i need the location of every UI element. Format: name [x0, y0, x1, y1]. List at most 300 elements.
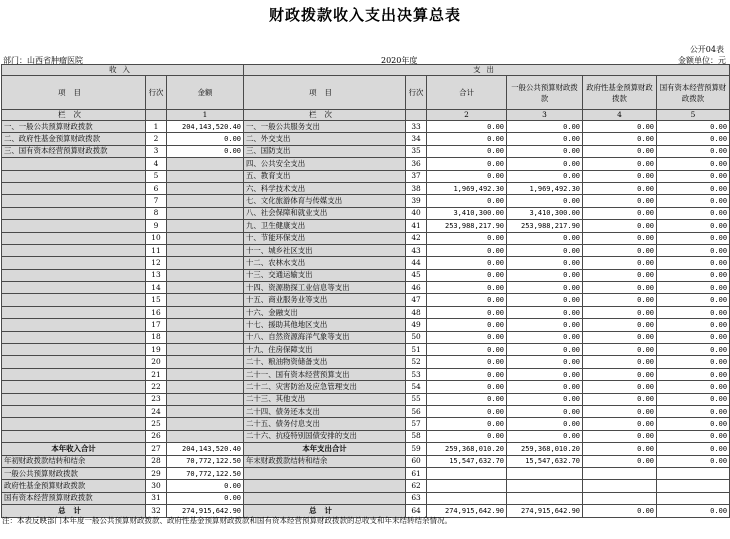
income-item-label	[2, 269, 146, 281]
income-amount	[167, 344, 244, 356]
expense-item-label: 九、卫生健康支出	[244, 220, 406, 232]
income-amount	[167, 220, 244, 232]
table-row	[2, 331, 730, 343]
income-line-number: 25	[146, 418, 167, 430]
expense-state-capital: 0.00	[657, 257, 730, 269]
expense-general-budget: 15,547,632.70	[507, 455, 583, 467]
expense-item-label: 十七、援助其他地区支出	[244, 319, 406, 331]
table-row	[2, 195, 730, 207]
expense-total: 259,368,010.20	[427, 443, 507, 455]
income-item-label	[2, 368, 146, 380]
income-amount	[167, 368, 244, 380]
income-amount: 70,772,122.50	[167, 467, 244, 479]
expense-total: 0.00	[427, 430, 507, 442]
expense-total: 0.00	[427, 121, 507, 133]
income-amount	[167, 331, 244, 343]
expense-item-label	[244, 480, 406, 492]
income-amount	[167, 381, 244, 393]
expense-line-number: 63	[406, 492, 427, 504]
expense-general-budget: 0.00	[507, 418, 583, 430]
expense-fund-budget: 0.00	[583, 244, 657, 256]
income-amount	[167, 207, 244, 219]
table-row	[2, 133, 730, 145]
income-amount	[167, 244, 244, 256]
expense-fund-budget: 0.00	[583, 182, 657, 194]
expense-item-label: 二十五、债务付息支出	[244, 418, 406, 430]
expense-state-capital: 0.00	[657, 393, 730, 405]
income-item-label: 二、政府性基金预算财政拨款	[2, 133, 146, 145]
expense-item-label: 十三、交通运输支出	[244, 269, 406, 281]
expense-line-number: 47	[406, 294, 427, 306]
income-item-label: 总计	[2, 505, 146, 517]
expense-state-capital: 0.00	[657, 121, 730, 133]
expense-state-capital: 0.00	[657, 455, 730, 467]
expense-general-budget: 0.00	[507, 430, 583, 442]
expense-state-capital: 0.00	[657, 269, 730, 281]
expense-line-number: 37	[406, 170, 427, 182]
expense-fund-budget: 0.00	[583, 158, 657, 170]
footnote: 注：本表反映部门本年度一般公共预算财政拨款、政府性基金预算财政拨款和国有资本经营预算财政拨款的总收支和年末结转结余情况。	[2, 516, 452, 525]
expense-total: 0.00	[427, 381, 507, 393]
fund-budget-header: 政府性基金预算财政拨款	[583, 76, 657, 110]
expense-total: 253,988,217.90	[427, 220, 507, 232]
income-item-label	[2, 244, 146, 256]
expense-total: 0.00	[427, 282, 507, 294]
expense-state-capital: 0.00	[657, 195, 730, 207]
expense-fund-budget	[583, 480, 657, 492]
expense-general-budget: 0.00	[507, 294, 583, 306]
expense-general-budget: 253,988,217.90	[507, 220, 583, 232]
expense-item-label: 二十六、抗疫特别国债安排的支出	[244, 430, 406, 442]
expense-total: 274,915,642.90	[427, 505, 507, 517]
expense-fund-budget: 0.00	[583, 133, 657, 145]
expense-general-budget	[507, 480, 583, 492]
budget-table	[1, 64, 730, 518]
expense-total	[427, 492, 507, 504]
income-line-number: 23	[146, 393, 167, 405]
income-line-number: 15	[146, 294, 167, 306]
expense-item-label: 十八、自然资源海洋气象等支出	[244, 331, 406, 343]
income-line-number: 17	[146, 319, 167, 331]
expense-item-label: 十二、农林水支出	[244, 257, 406, 269]
income-line-number: 31	[146, 492, 167, 504]
expense-general-budget: 0.00	[507, 356, 583, 368]
income-line-number: 12	[146, 257, 167, 269]
income-amount-header: 金额	[167, 76, 244, 110]
income-line-number: 6	[146, 182, 167, 194]
expense-line-number: 49	[406, 319, 427, 331]
income-amount	[167, 269, 244, 281]
expense-general-budget: 0.00	[507, 331, 583, 343]
expense-general-budget: 0.00	[507, 244, 583, 256]
table-row	[2, 368, 730, 380]
table-row	[2, 319, 730, 331]
income-item-label	[2, 306, 146, 318]
expense-fund-budget: 0.00	[583, 393, 657, 405]
expense-line-number: 55	[406, 393, 427, 405]
expense-general-budget	[507, 492, 583, 504]
expense-general-budget: 0.00	[507, 170, 583, 182]
expense-fund-budget: 0.00	[583, 121, 657, 133]
table-row	[2, 207, 730, 219]
column-index-4: 4	[583, 110, 657, 121]
income-line-number: 13	[146, 269, 167, 281]
expense-state-capital: 0.00	[657, 294, 730, 306]
income-item-label	[2, 381, 146, 393]
income-line-number: 28	[146, 455, 167, 467]
income-line-header: 行次	[146, 76, 167, 110]
expense-line-number: 60	[406, 455, 427, 467]
expense-state-capital: 0.00	[657, 158, 730, 170]
expense-state-capital: 0.00	[657, 344, 730, 356]
income-amount: 204,143,520.40	[167, 121, 244, 133]
income-line-number: 4	[146, 158, 167, 170]
income-item-label	[2, 220, 146, 232]
expense-line-number: 40	[406, 207, 427, 219]
expense-line-number: 58	[406, 430, 427, 442]
table-row	[2, 356, 730, 368]
expense-line-number: 39	[406, 195, 427, 207]
expense-total: 0.00	[427, 133, 507, 145]
expense-line-number: 59	[406, 443, 427, 455]
income-item-label	[2, 331, 146, 343]
expense-line-number: 34	[406, 133, 427, 145]
income-item-label	[2, 418, 146, 430]
income-amount	[167, 195, 244, 207]
expense-total: 0.00	[427, 393, 507, 405]
income-item-label	[2, 232, 146, 244]
expense-total: 0.00	[427, 269, 507, 281]
income-line-number: 1	[146, 121, 167, 133]
expense-item-header: 项目	[244, 76, 406, 110]
income-line-number: 30	[146, 480, 167, 492]
expense-general-budget: 0.00	[507, 344, 583, 356]
expense-fund-budget: 0.00	[583, 356, 657, 368]
column-index-1: 1	[167, 110, 244, 121]
expense-item-label: 十一、城乡社区支出	[244, 244, 406, 256]
expense-item-label: 二十一、国有资本经营预算支出	[244, 368, 406, 380]
amount-unit: 金额单位：元	[678, 56, 726, 65]
expense-fund-budget: 0.00	[583, 145, 657, 157]
income-line-number: 27	[146, 443, 167, 455]
income-line-number: 5	[146, 170, 167, 182]
expense-total: 0.00	[427, 405, 507, 417]
expense-general-budget: 0.00	[507, 145, 583, 157]
expense-item-label: 三、国防支出	[244, 145, 406, 157]
expense-line-number: 33	[406, 121, 427, 133]
income-amount	[167, 430, 244, 442]
income-amount	[167, 232, 244, 244]
expense-line-number: 50	[406, 331, 427, 343]
income-amount	[167, 393, 244, 405]
expense-state-capital	[657, 492, 730, 504]
income-item-label	[2, 195, 146, 207]
expense-line-number: 45	[406, 269, 427, 281]
expense-line-number: 51	[406, 344, 427, 356]
expense-state-capital: 0.00	[657, 133, 730, 145]
income-item-label	[2, 356, 146, 368]
expense-state-capital	[657, 480, 730, 492]
expense-state-capital	[657, 467, 730, 479]
income-amount	[167, 319, 244, 331]
form-code: 公开04表	[689, 45, 724, 54]
income-section-header: 收入	[2, 65, 244, 76]
department-label: 部门：山西省肿瘤医院	[3, 56, 83, 65]
expense-fund-budget: 0.00	[583, 220, 657, 232]
income-amount	[167, 405, 244, 417]
income-amount: 0.00	[167, 480, 244, 492]
income-amount	[167, 294, 244, 306]
income-line-number: 29	[146, 467, 167, 479]
expense-item-label: 八、社会保障和就业支出	[244, 207, 406, 219]
table-row	[2, 344, 730, 356]
table-row	[2, 145, 730, 157]
expense-state-capital: 0.00	[657, 207, 730, 219]
expense-fund-budget: 0.00	[583, 269, 657, 281]
expense-total: 0.00	[427, 294, 507, 306]
expense-general-budget: 0.00	[507, 368, 583, 380]
expense-line-number: 61	[406, 467, 427, 479]
income-item-label	[2, 319, 146, 331]
expense-item-label: 一、一般公共服务支出	[244, 121, 406, 133]
table-row	[2, 393, 730, 405]
income-item-label	[2, 282, 146, 294]
income-column-index-label: 栏次	[2, 110, 146, 121]
expense-total: 0.00	[427, 368, 507, 380]
expense-item-label: 五、教育支出	[244, 170, 406, 182]
expense-general-budget: 259,368,010.20	[507, 443, 583, 455]
table-row	[2, 405, 730, 417]
income-line-number: 8	[146, 207, 167, 219]
expense-total: 15,547,632.70	[427, 455, 507, 467]
expense-item-label: 十九、住房保障支出	[244, 344, 406, 356]
expense-column-index-label: 栏次	[244, 110, 406, 121]
report-title: 财政拨款收入支出决算总表	[268, 6, 461, 24]
table-row	[2, 232, 730, 244]
expense-fund-budget: 0.00	[583, 232, 657, 244]
column-index-5: 5	[657, 110, 730, 121]
expense-state-capital: 0.00	[657, 331, 730, 343]
income-line-number: 22	[146, 381, 167, 393]
expense-item-label: 十、节能环保支出	[244, 232, 406, 244]
expense-state-capital: 0.00	[657, 381, 730, 393]
column-index-3: 3	[507, 110, 583, 121]
expense-state-capital: 0.00	[657, 368, 730, 380]
expense-general-budget: 1,969,492.30	[507, 182, 583, 194]
income-amount	[167, 356, 244, 368]
expense-line-number: 52	[406, 356, 427, 368]
expense-total: 0.00	[427, 170, 507, 182]
income-line-number: 21	[146, 368, 167, 380]
table-row	[2, 257, 730, 269]
expense-state-capital: 0.00	[657, 356, 730, 368]
income-line-number: 3	[146, 145, 167, 157]
expense-state-capital: 0.00	[657, 418, 730, 430]
expense-line-number: 64	[406, 505, 427, 517]
income-line-number: 26	[146, 430, 167, 442]
income-amount: 70,772,122.50	[167, 455, 244, 467]
general-budget-header: 一般公共预算财政拨款	[507, 76, 583, 110]
income-item-label	[2, 344, 146, 356]
table-row	[2, 158, 730, 170]
income-item-label: 国有资本经营预算财政拨款	[2, 492, 146, 504]
expense-fund-budget: 0.00	[583, 331, 657, 343]
expense-fund-budget: 0.00	[583, 344, 657, 356]
expense-total: 1,969,492.30	[427, 182, 507, 194]
expense-state-capital: 0.00	[657, 443, 730, 455]
expense-state-capital: 0.00	[657, 220, 730, 232]
expense-total: 0.00	[427, 306, 507, 318]
table-row	[2, 430, 730, 442]
expense-general-budget: 0.00	[507, 257, 583, 269]
expense-line-number: 38	[406, 182, 427, 194]
expense-line-number: 54	[406, 381, 427, 393]
table-row	[2, 269, 730, 281]
table-body	[2, 121, 730, 518]
expense-fund-budget: 0.00	[583, 381, 657, 393]
expense-line-number: 48	[406, 306, 427, 318]
expense-fund-budget: 0.00	[583, 430, 657, 442]
expense-section-header: 支出	[244, 65, 730, 76]
table-row	[2, 121, 730, 133]
expense-line-header: 行次	[406, 76, 427, 110]
expense-total: 0.00	[427, 145, 507, 157]
income-amount	[167, 182, 244, 194]
table-row	[2, 182, 730, 194]
expense-fund-budget	[583, 467, 657, 479]
expense-general-budget: 0.00	[507, 405, 583, 417]
expense-line-number: 57	[406, 418, 427, 430]
expense-state-capital: 0.00	[657, 319, 730, 331]
expense-line-number: 42	[406, 232, 427, 244]
expense-general-budget: 0.00	[507, 306, 583, 318]
income-amount	[167, 282, 244, 294]
expense-item-label: 十六、金融支出	[244, 306, 406, 318]
expense-item-label: 二十四、债务还本支出	[244, 405, 406, 417]
table-row	[2, 443, 730, 455]
expense-total: 0.00	[427, 158, 507, 170]
expense-item-label: 七、文化旅游体育与传媒支出	[244, 195, 406, 207]
expense-state-capital: 0.00	[657, 306, 730, 318]
expense-fund-budget: 0.00	[583, 195, 657, 207]
table-row	[2, 170, 730, 182]
expense-fund-budget: 0.00	[583, 294, 657, 306]
expense-total: 0.00	[427, 257, 507, 269]
income-item-label: 政府性基金预算财政拨款	[2, 480, 146, 492]
expense-total: 0.00	[427, 232, 507, 244]
expense-total	[427, 480, 507, 492]
expense-general-budget: 274,915,642.90	[507, 505, 583, 517]
table-row	[2, 282, 730, 294]
income-line-number: 14	[146, 282, 167, 294]
income-item-label	[2, 170, 146, 182]
table-row	[2, 480, 730, 492]
expense-general-budget: 0.00	[507, 319, 583, 331]
expense-total	[427, 467, 507, 479]
expense-line-number: 35	[406, 145, 427, 157]
income-item-label	[2, 393, 146, 405]
expense-total: 0.00	[427, 244, 507, 256]
expense-general-budget: 0.00	[507, 195, 583, 207]
expense-item-label: 十四、资源勘探工业信息等支出	[244, 282, 406, 294]
table-row	[2, 244, 730, 256]
expense-fund-budget: 0.00	[583, 319, 657, 331]
income-amount	[167, 158, 244, 170]
expense-state-capital: 0.00	[657, 405, 730, 417]
expense-general-budget: 0.00	[507, 158, 583, 170]
income-amount	[167, 418, 244, 430]
income-line-number: 32	[146, 505, 167, 517]
expense-fund-budget: 0.00	[583, 207, 657, 219]
expense-state-capital: 0.00	[657, 232, 730, 244]
expense-general-budget: 3,410,300.00	[507, 207, 583, 219]
income-item-label	[2, 182, 146, 194]
state-capital-header: 国有资本经营预算财政拨款	[657, 76, 730, 110]
income-amount	[167, 257, 244, 269]
income-line-number: 2	[146, 133, 167, 145]
expense-line-number: 36	[406, 158, 427, 170]
expense-state-capital: 0.00	[657, 244, 730, 256]
income-item-label: 年初财政拨款结转和结余	[2, 455, 146, 467]
table-row	[2, 294, 730, 306]
expense-item-label: 二十三、其他支出	[244, 393, 406, 405]
table-row	[2, 492, 730, 504]
table-row	[2, 381, 730, 393]
expense-state-capital: 0.00	[657, 182, 730, 194]
income-line-number: 7	[146, 195, 167, 207]
table-row	[2, 467, 730, 479]
expense-line-number: 56	[406, 405, 427, 417]
expense-total: 0.00	[427, 356, 507, 368]
income-amount: 0.00	[167, 133, 244, 145]
income-line-number: 9	[146, 220, 167, 232]
expense-item-label: 十五、商业服务业等支出	[244, 294, 406, 306]
income-item-label	[2, 207, 146, 219]
income-line-number: 20	[146, 356, 167, 368]
income-item-label: 一、一般公共预算财政拨款	[2, 121, 146, 133]
income-amount	[167, 306, 244, 318]
expense-general-budget: 0.00	[507, 393, 583, 405]
expense-state-capital: 0.00	[657, 145, 730, 157]
expense-fund-budget: 0.00	[583, 455, 657, 467]
expense-line-number: 53	[406, 368, 427, 380]
expense-general-budget: 0.00	[507, 381, 583, 393]
expense-general-budget: 0.00	[507, 121, 583, 133]
income-item-label	[2, 405, 146, 417]
expense-item-label: 四、公共安全支出	[244, 158, 406, 170]
income-amount: 0.00	[167, 492, 244, 504]
income-line-number: 10	[146, 232, 167, 244]
expense-fund-budget: 0.00	[583, 418, 657, 430]
income-line-number: 24	[146, 405, 167, 417]
expense-item-label: 总计	[244, 505, 406, 517]
expense-general-budget: 0.00	[507, 282, 583, 294]
income-item-label	[2, 294, 146, 306]
expense-state-capital: 0.00	[657, 282, 730, 294]
income-amount: 0.00	[167, 145, 244, 157]
expense-state-capital: 0.00	[657, 170, 730, 182]
income-item-label	[2, 158, 146, 170]
fiscal-year: 2020年度	[381, 56, 418, 65]
income-line-number: 16	[146, 306, 167, 318]
expense-line-number: 44	[406, 257, 427, 269]
expense-fund-budget: 0.00	[583, 405, 657, 417]
expense-item-label: 六、科学技术支出	[244, 182, 406, 194]
expense-general-budget	[507, 467, 583, 479]
expense-total: 0.00	[427, 331, 507, 343]
expense-fund-budget: 0.00	[583, 170, 657, 182]
expense-fund-budget: 0.00	[583, 282, 657, 294]
